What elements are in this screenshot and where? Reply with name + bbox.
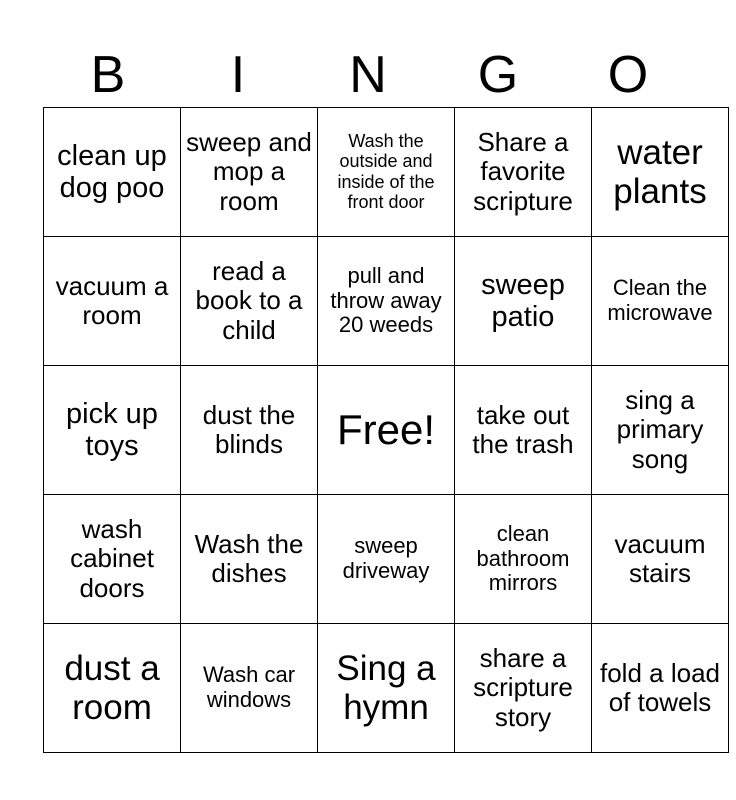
bingo-header — [43, 44, 693, 106]
cell-text: vacuum stairs — [614, 528, 706, 588]
bingo-cell[interactable] — [455, 495, 592, 624]
cell-text: read a book to a child — [195, 256, 303, 345]
free-space-cell[interactable] — [318, 366, 455, 495]
bingo-cell[interactable] — [181, 108, 318, 237]
cell-text: sweep driveway — [342, 533, 430, 583]
bingo-cell[interactable] — [455, 108, 592, 237]
cell-text: Wash the dishes — [194, 528, 304, 588]
cell-text: sing a primary song — [616, 385, 704, 474]
bingo-cell[interactable] — [592, 108, 729, 237]
cell-text: Share a favorite scripture — [473, 127, 573, 216]
cell-text: sweep and mop a room — [186, 127, 312, 216]
bingo-cell[interactable] — [318, 495, 455, 624]
bingo-cell[interactable] — [455, 366, 592, 495]
board-row — [44, 237, 729, 366]
board-row — [44, 624, 729, 753]
board-row — [44, 108, 729, 237]
cell-text: dust a room — [64, 648, 160, 727]
header-letter-b: B — [90, 46, 126, 104]
cell-text: clean bathroom mirrors — [476, 521, 570, 596]
cell-text: wash cabinet doors — [70, 514, 154, 603]
bingo-cell[interactable] — [455, 237, 592, 366]
cell-text: water plants — [613, 132, 707, 211]
bingo-cell[interactable] — [592, 237, 729, 366]
board-row — [44, 495, 729, 624]
cell-text: Wash the outside and inside of the front door — [337, 131, 435, 212]
cell-text: fold a load of towels — [600, 657, 720, 717]
header-letter-o: O — [607, 46, 649, 104]
bingo-cell[interactable] — [181, 366, 318, 495]
header-letter-g: G — [477, 46, 519, 104]
cell-text: take out the trash — [472, 399, 574, 459]
board-row — [44, 366, 729, 495]
bingo-cell[interactable] — [181, 624, 318, 753]
bingo-cell[interactable] — [318, 624, 455, 753]
cell-text: dust the blinds — [202, 399, 296, 459]
cell-text: vacuum a room — [55, 270, 169, 330]
bingo-cell[interactable] — [592, 624, 729, 753]
bingo-board — [43, 107, 729, 753]
cell-text: pick up toys — [66, 397, 158, 462]
bingo-cell[interactable] — [181, 495, 318, 624]
bingo-cell[interactable] — [44, 237, 181, 366]
cell-text: sweep patio — [481, 268, 565, 333]
bingo-cell[interactable] — [44, 366, 181, 495]
bingo-cell[interactable] — [44, 495, 181, 624]
cell-text: pull and throw away 20 weeds — [330, 263, 442, 338]
bingo-cell[interactable] — [318, 237, 455, 366]
bingo-cell[interactable] — [318, 108, 455, 237]
bingo-cell[interactable] — [44, 108, 181, 237]
bingo-cell[interactable] — [455, 624, 592, 753]
bingo-cell[interactable] — [592, 495, 729, 624]
header-letter-n: N — [349, 46, 387, 104]
bingo-cell[interactable] — [592, 366, 729, 495]
cell-text: Clean the microwave — [607, 275, 713, 325]
cell-text: clean up dog poo — [57, 139, 167, 204]
free-space-text: Free! — [336, 406, 436, 454]
bingo-cell[interactable] — [181, 237, 318, 366]
cell-text: Wash car windows — [202, 662, 296, 712]
header-letter-i: I — [230, 46, 246, 104]
cell-text: Sing a hymn — [336, 648, 436, 727]
bingo-cell[interactable] — [44, 624, 181, 753]
cell-text: share a scripture story — [473, 643, 573, 732]
